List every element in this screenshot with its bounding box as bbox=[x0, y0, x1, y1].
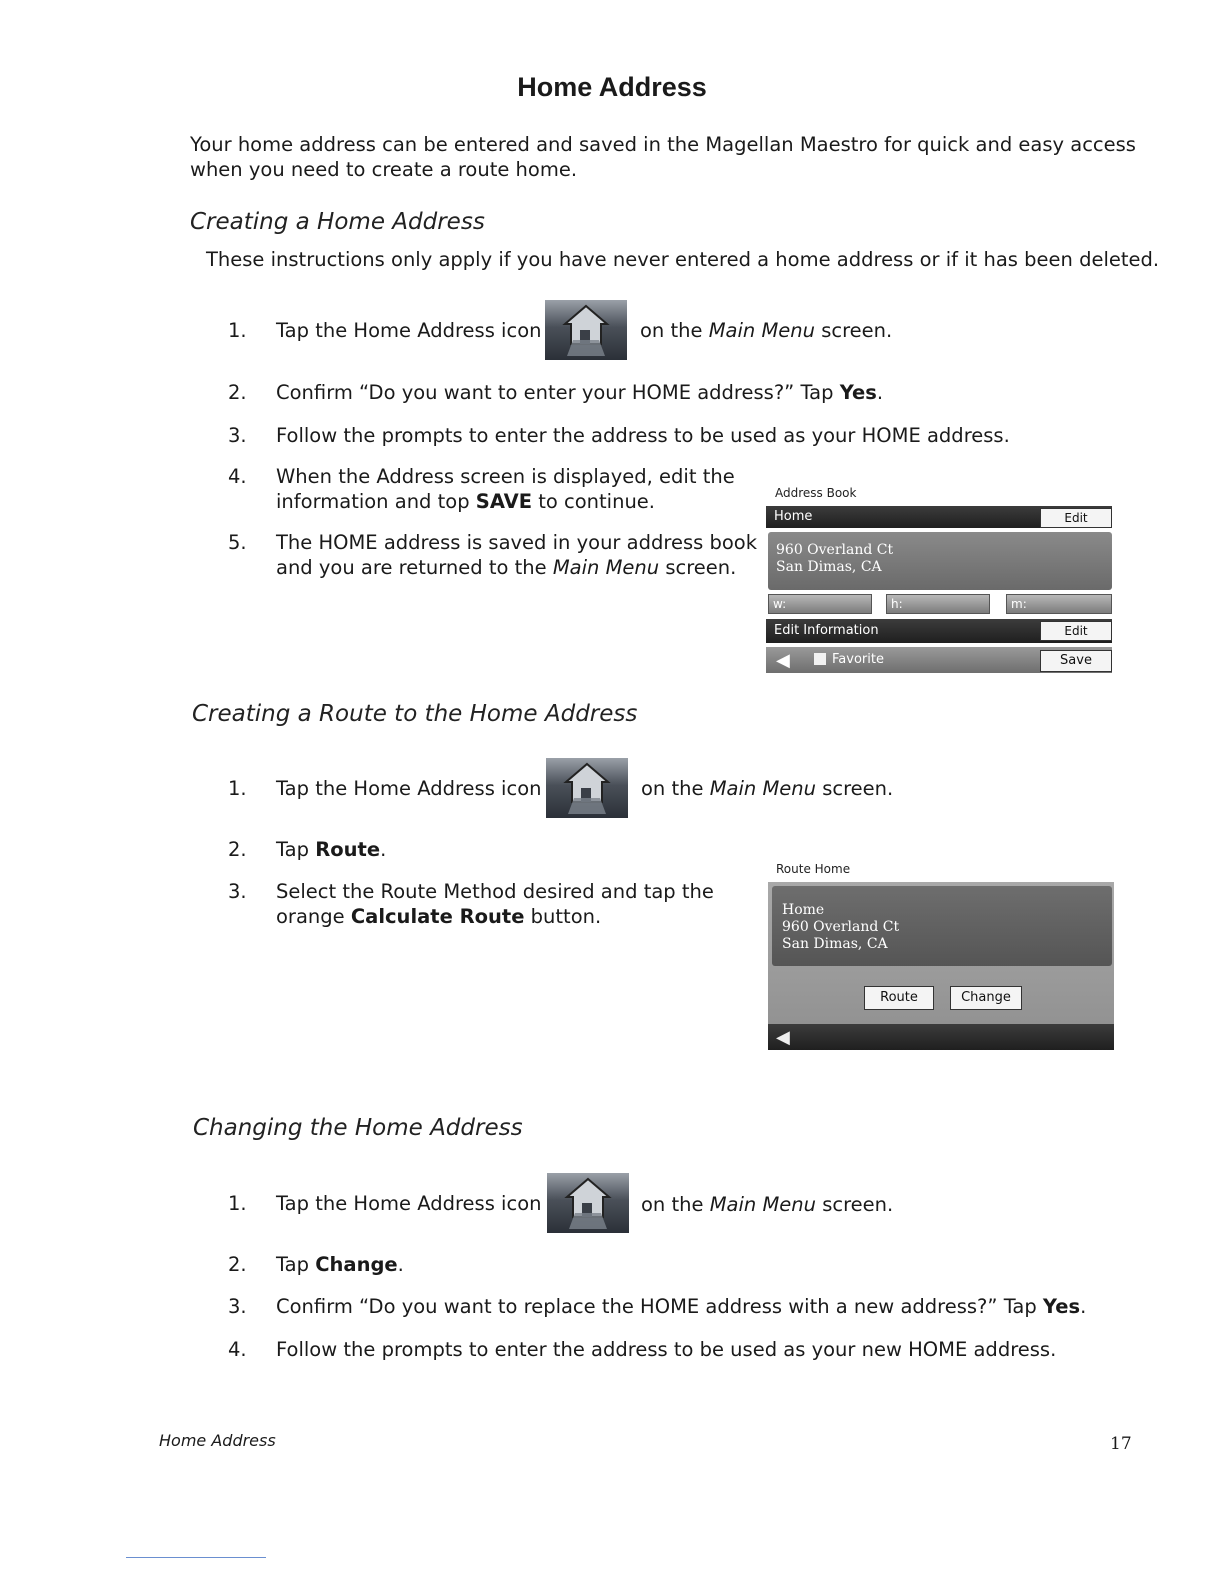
step-s1-1-tail: on the Main Menu screen. bbox=[640, 319, 893, 342]
favorite-checkbox[interactable] bbox=[814, 653, 826, 665]
back-arrow-icon[interactable]: ◀ bbox=[776, 1027, 790, 1048]
section-heading-creating: Creating a Home Address bbox=[190, 209, 485, 235]
section-note: These instructions only apply if you have never entered a home address or if it has been deleted. bbox=[206, 248, 1160, 271]
edit-info-button[interactable]: Edit bbox=[1040, 621, 1112, 641]
route-home-screenshot bbox=[768, 860, 1116, 1052]
phone-home-field[interactable]: h: bbox=[886, 594, 990, 614]
section-heading-changing: Changing the Home Address bbox=[193, 1115, 523, 1141]
route-button[interactable]: Route bbox=[864, 986, 934, 1010]
step-s1-3: 3. Follow the prompts to enter the address to be used as your HOME address. bbox=[228, 424, 1010, 447]
footer-rule bbox=[126, 1557, 266, 1558]
step-s2-3: 3. Select the Route Method desired and tap the orange Calculate Route button. bbox=[228, 880, 714, 928]
step-s1-2: 2. Confirm “Do you want to enter your HOME address?” Tap Yes. bbox=[228, 381, 884, 404]
screen-label: Address Book bbox=[775, 486, 857, 500]
page-number: 17 bbox=[1110, 1434, 1132, 1454]
address-book-screenshot bbox=[766, 484, 1116, 676]
back-arrow-icon[interactable]: ◀ bbox=[776, 650, 790, 671]
phone-mobile-field[interactable]: m: bbox=[1006, 594, 1112, 614]
favorite-label: Favorite bbox=[832, 652, 884, 667]
step-s2-2: 2. Tap Route. bbox=[228, 838, 387, 861]
change-button[interactable]: Change bbox=[950, 986, 1022, 1010]
section-heading-route: Creating a Route to the Home Address bbox=[192, 701, 638, 727]
address-panel: 960 Overland Ct San Dimas, CA bbox=[768, 532, 1112, 590]
edit-button[interactable]: Edit bbox=[1040, 508, 1112, 528]
footer-section-name: Home Address bbox=[159, 1431, 276, 1450]
step-s1-1: 1. Tap the Home Address icon bbox=[228, 319, 542, 342]
save-button[interactable]: Save bbox=[1040, 650, 1112, 672]
step-s3-1: 1. Tap the Home Address icon bbox=[228, 1192, 542, 1215]
route-bottom-bar bbox=[768, 1024, 1114, 1050]
phone-work-field[interactable]: w: bbox=[768, 594, 872, 614]
step-s3-3: 3. Confirm “Do you want to replace the HOME address with a new address?” Tap Yes. bbox=[228, 1295, 1087, 1318]
edit-info-bar: Edit Information bbox=[766, 619, 1112, 643]
screen-label: Route Home bbox=[776, 862, 851, 876]
step-s3-1-tail: on the Main Menu screen. bbox=[641, 1193, 894, 1216]
home-address-icon bbox=[546, 758, 628, 818]
step-s1-4: 4. When the Address screen is displayed, edit the information and top SAVE to continue. bbox=[228, 465, 735, 513]
home-address-icon bbox=[547, 1173, 629, 1233]
home-bar: Home bbox=[766, 506, 1112, 528]
page-title: Home Address bbox=[517, 72, 707, 102]
step-s2-1-tail: on the Main Menu screen. bbox=[641, 777, 894, 800]
route-address-panel: Home 960 Overland Ct San Dimas, CA bbox=[772, 886, 1112, 966]
step-s1-5: 5. The HOME address is saved in your address book and you are returned to the Main Menu screen. bbox=[228, 531, 757, 579]
step-s2-1: 1. Tap the Home Address icon bbox=[228, 777, 542, 800]
home-address-icon bbox=[545, 300, 627, 360]
step-s3-4: 4. Follow the prompts to enter the address to be used as your new HOME address. bbox=[228, 1338, 1057, 1361]
intro-paragraph: Your home address can be entered and saved in the Magellan Maestro for quick and easy access when you need to create a route home. bbox=[190, 133, 1136, 181]
step-s3-2: 2. Tap Change. bbox=[228, 1253, 404, 1276]
